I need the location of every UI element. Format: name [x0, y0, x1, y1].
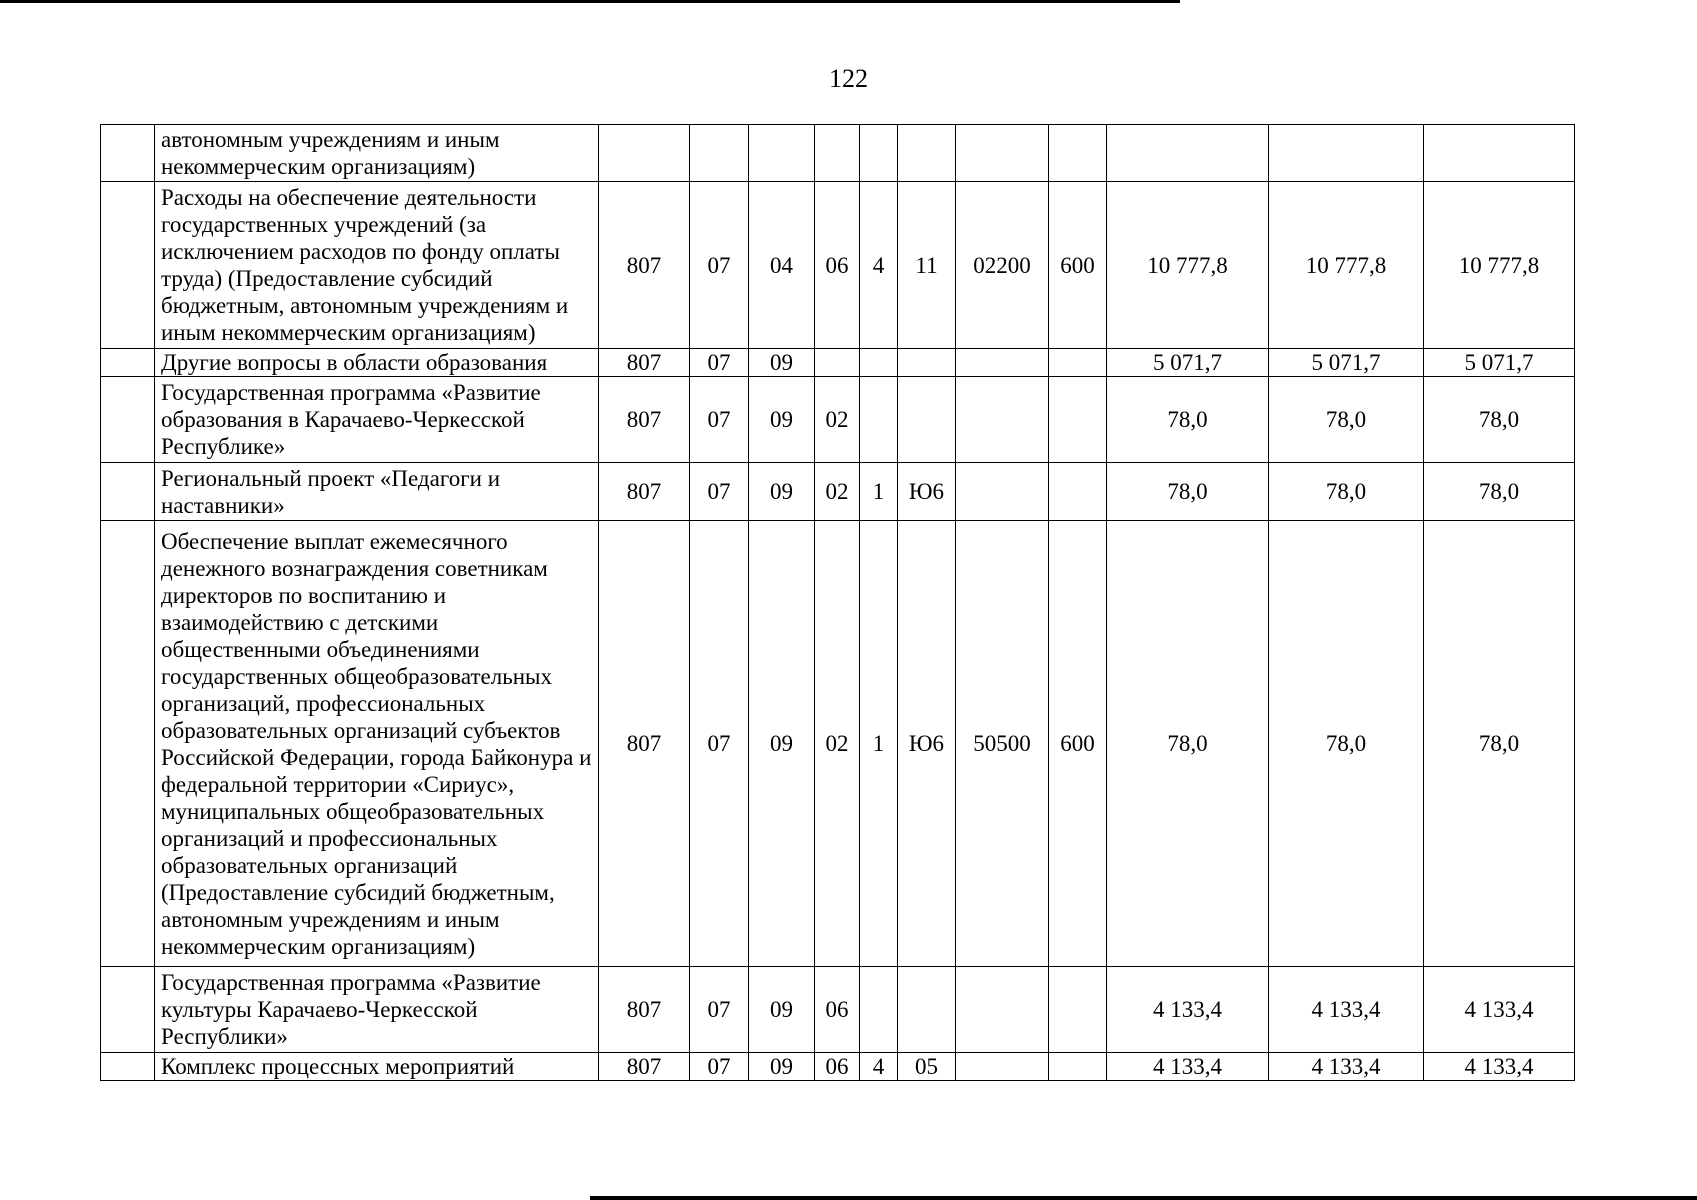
- item-name-cell: Обеспечение выплат ежемесячного денежного вознаграждения советникам директоров по воспитанию и взаимодействию с детскими общественными объединениями государственных общеобразовательных организаций, профессиональных образовательных организаций субъектов Российской Федерации, города Байконура и федеральной территории «Сириус», муниципальных общеобразовательных организаций и профессиональных образовательных организаций (Предоставление субсидий бюджетным, автономным учреждениям и иным некоммерческим организациям): [155, 521, 599, 967]
- table-row: [101, 967, 1575, 1053]
- amount-year3-cell: 10 777,8: [1424, 182, 1575, 349]
- amount-year3-cell: 78,0: [1424, 521, 1575, 967]
- table-row: [101, 182, 1575, 349]
- subprogram-cell: [860, 377, 898, 463]
- row-index-cell: [101, 182, 155, 349]
- direction-cell: [956, 349, 1049, 377]
- amount-year3-cell: [1424, 125, 1575, 182]
- expense-type-cell: [1049, 967, 1107, 1053]
- direction-cell: [956, 125, 1049, 182]
- row-index-cell: [101, 125, 155, 182]
- section-cell: 07: [690, 377, 749, 463]
- event-cell: [898, 377, 956, 463]
- subprogram-cell: 1: [860, 521, 898, 967]
- amount-year1-cell: 5 071,7: [1107, 349, 1269, 377]
- amount-year2-cell: 4 133,4: [1269, 1053, 1424, 1081]
- scan-edge-bottom: [590, 1196, 1697, 1200]
- program-cell: [815, 349, 860, 377]
- amount-year2-cell: 4 133,4: [1269, 967, 1424, 1053]
- amount-year3-cell: 4 133,4: [1424, 967, 1575, 1053]
- amount-year2-cell: [1269, 125, 1424, 182]
- amount-year3-cell: 78,0: [1424, 463, 1575, 521]
- amount-year2-cell: 78,0: [1269, 463, 1424, 521]
- subprogram-cell: 1: [860, 463, 898, 521]
- ministry-code-cell: 807: [599, 182, 690, 349]
- ministry-code-cell: [599, 125, 690, 182]
- ministry-code-cell: 807: [599, 521, 690, 967]
- amount-year2-cell: 5 071,7: [1269, 349, 1424, 377]
- page-number: 122: [829, 64, 868, 93]
- subprogram-cell: 4: [860, 182, 898, 349]
- subsection-cell: 09: [749, 349, 815, 377]
- expense-type-cell: [1049, 377, 1107, 463]
- expense-type-cell: [1049, 1053, 1107, 1081]
- subprogram-cell: [860, 349, 898, 377]
- ministry-code-cell: 807: [599, 463, 690, 521]
- subsection-cell: 09: [749, 1053, 815, 1081]
- row-index-cell: [101, 1053, 155, 1081]
- program-cell: 02: [815, 463, 860, 521]
- ministry-code-cell: 807: [599, 967, 690, 1053]
- direction-cell: [956, 1053, 1049, 1081]
- amount-year2-cell: 78,0: [1269, 377, 1424, 463]
- section-cell: 07: [690, 182, 749, 349]
- program-cell: [815, 125, 860, 182]
- amount-year2-cell: 10 777,8: [1269, 182, 1424, 349]
- event-cell: Ю6: [898, 521, 956, 967]
- subprogram-cell: [860, 967, 898, 1053]
- table-row: [101, 377, 1575, 463]
- ministry-code-cell: 807: [599, 1053, 690, 1081]
- expense-type-cell: 600: [1049, 182, 1107, 349]
- event-cell: 05: [898, 1053, 956, 1081]
- table-row: [101, 349, 1575, 377]
- program-cell: 06: [815, 1053, 860, 1081]
- program-cell: 02: [815, 377, 860, 463]
- ministry-code-cell: 807: [599, 349, 690, 377]
- amount-year1-cell: 4 133,4: [1107, 967, 1269, 1053]
- item-name-cell: Государственная программа «Развитие образования в Карачаево-Черкесской Республике»: [155, 377, 599, 463]
- amount-year3-cell: 78,0: [1424, 377, 1575, 463]
- table-row: [101, 125, 1575, 182]
- ministry-code-cell: 807: [599, 377, 690, 463]
- table-body: [101, 125, 1575, 1081]
- subsection-cell: 09: [749, 967, 815, 1053]
- amount-year3-cell: 4 133,4: [1424, 1053, 1575, 1081]
- event-cell: Ю6: [898, 463, 956, 521]
- section-cell: [690, 125, 749, 182]
- subprogram-cell: [860, 125, 898, 182]
- program-cell: 02: [815, 521, 860, 967]
- direction-cell: 02200: [956, 182, 1049, 349]
- event-cell: [898, 967, 956, 1053]
- amount-year3-cell: 5 071,7: [1424, 349, 1575, 377]
- expense-type-cell: 600: [1049, 521, 1107, 967]
- amount-year1-cell: 10 777,8: [1107, 182, 1269, 349]
- expense-type-cell: [1049, 125, 1107, 182]
- item-name-cell: Комплекс процессных мероприятий: [155, 1053, 599, 1081]
- direction-cell: [956, 377, 1049, 463]
- row-index-cell: [101, 463, 155, 521]
- row-index-cell: [101, 377, 155, 463]
- section-cell: 07: [690, 1053, 749, 1081]
- section-cell: 07: [690, 349, 749, 377]
- expense-type-cell: [1049, 349, 1107, 377]
- scan-edge-top: [0, 0, 1180, 3]
- section-cell: 07: [690, 463, 749, 521]
- amount-year1-cell: 78,0: [1107, 521, 1269, 967]
- section-cell: 07: [690, 521, 749, 967]
- subsection-cell: 04: [749, 182, 815, 349]
- direction-cell: [956, 463, 1049, 521]
- item-name-cell: Другие вопросы в области образования: [155, 349, 599, 377]
- event-cell: [898, 125, 956, 182]
- item-name-cell: автономным учреждениям и иным некоммерческим организациям): [155, 125, 599, 182]
- event-cell: [898, 349, 956, 377]
- item-name-cell: Государственная программа «Развитие культуры Карачаево-Черкесской Республики»: [155, 967, 599, 1053]
- amount-year2-cell: 78,0: [1269, 521, 1424, 967]
- budget-table: [100, 124, 1575, 1081]
- subprogram-cell: 4: [860, 1053, 898, 1081]
- row-index-cell: [101, 967, 155, 1053]
- row-index-cell: [101, 349, 155, 377]
- subsection-cell: 09: [749, 521, 815, 967]
- table-row: [101, 1053, 1575, 1081]
- program-cell: 06: [815, 182, 860, 349]
- event-cell: 11: [898, 182, 956, 349]
- amount-year1-cell: 4 133,4: [1107, 1053, 1269, 1081]
- subsection-cell: 09: [749, 463, 815, 521]
- table-row: [101, 521, 1575, 967]
- program-cell: 06: [815, 967, 860, 1053]
- amount-year1-cell: [1107, 125, 1269, 182]
- item-name-cell: Расходы на обеспечение деятельности государственных учреждений (за исключением расходов по фонду оплаты труда) (Предоставление субсидий бюджетным, автономным учреждениям и иным некоммерческим организациям): [155, 182, 599, 349]
- subsection-cell: 09: [749, 377, 815, 463]
- table-row: [101, 463, 1575, 521]
- amount-year1-cell: 78,0: [1107, 377, 1269, 463]
- direction-cell: 50500: [956, 521, 1049, 967]
- section-cell: 07: [690, 967, 749, 1053]
- item-name-cell: Региональный проект «Педагоги и наставники»: [155, 463, 599, 521]
- row-index-cell: [101, 521, 155, 967]
- subsection-cell: [749, 125, 815, 182]
- amount-year1-cell: 78,0: [1107, 463, 1269, 521]
- expense-type-cell: [1049, 463, 1107, 521]
- direction-cell: [956, 967, 1049, 1053]
